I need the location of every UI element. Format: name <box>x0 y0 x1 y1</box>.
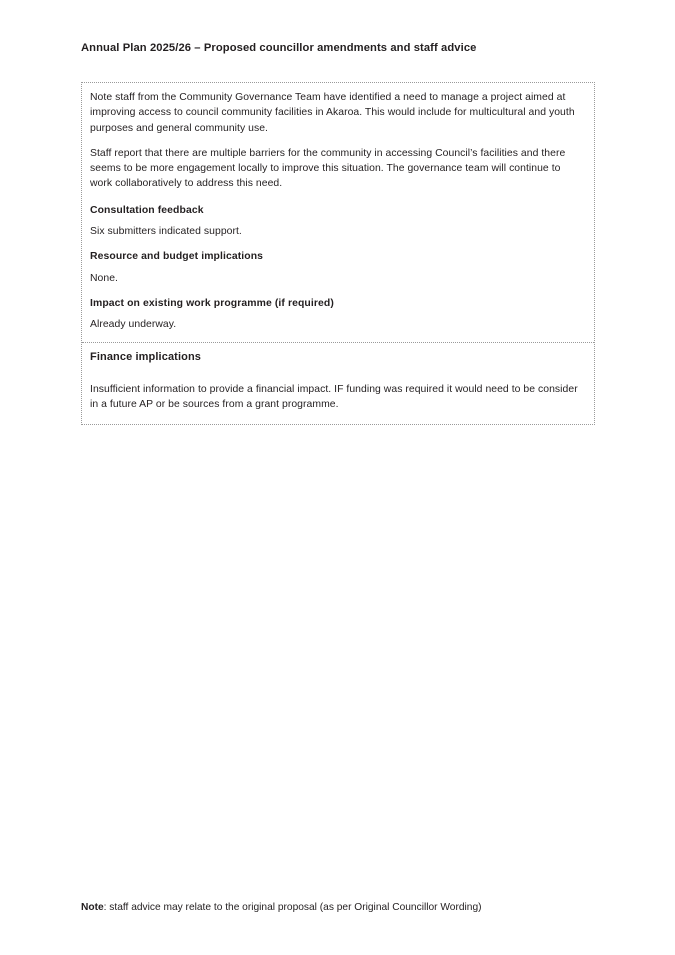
work-programme-impact-body: Already underway. <box>90 319 177 331</box>
finance-implications-heading: Finance implications <box>90 350 202 363</box>
footer-note-text: : staff advice may relate to the original proposal (as per Original Councillor Wording) <box>103 902 482 913</box>
amendment-detail-box <box>81 82 595 425</box>
staff-advice-paragraph-1: Note staff from the Community Governance Team have identified a need to manage a project aimed at improving access to council community facilities in Akaroa. This would include for multicultural and youth purposes and general community use. <box>90 92 575 134</box>
resource-budget-implications-heading: Resource and budget implications <box>90 251 264 263</box>
consultation-feedback-body: Six submitters indicated support. <box>90 226 242 238</box>
finance-implications-section <box>82 342 594 425</box>
footer-note-lead: Note <box>81 902 104 913</box>
finance-implications-body: Insufficient information to provide a financial impact. IF funding was required it would need to be consider in a future AP or be sources from a grant programme. <box>90 383 578 410</box>
resource-budget-implications-body: None. <box>90 272 118 284</box>
page-title: Annual Plan 2025/26 – Proposed councillor amendments and staff advice <box>81 42 477 54</box>
work-programme-impact-heading: Impact on existing work programme (if required) <box>90 297 334 309</box>
staff-advice-paragraph-2: Staff report that there are multiple barriers for the community in accessing Council’s facilities and there seems to be more engagement locally to improve this situation. The governance team will continue to work collaboratively to address this need. <box>90 147 566 190</box>
consultation-feedback-heading: Consultation feedback <box>90 204 204 216</box>
staff-advice-section <box>82 83 594 342</box>
footer-note <box>81 901 601 915</box>
